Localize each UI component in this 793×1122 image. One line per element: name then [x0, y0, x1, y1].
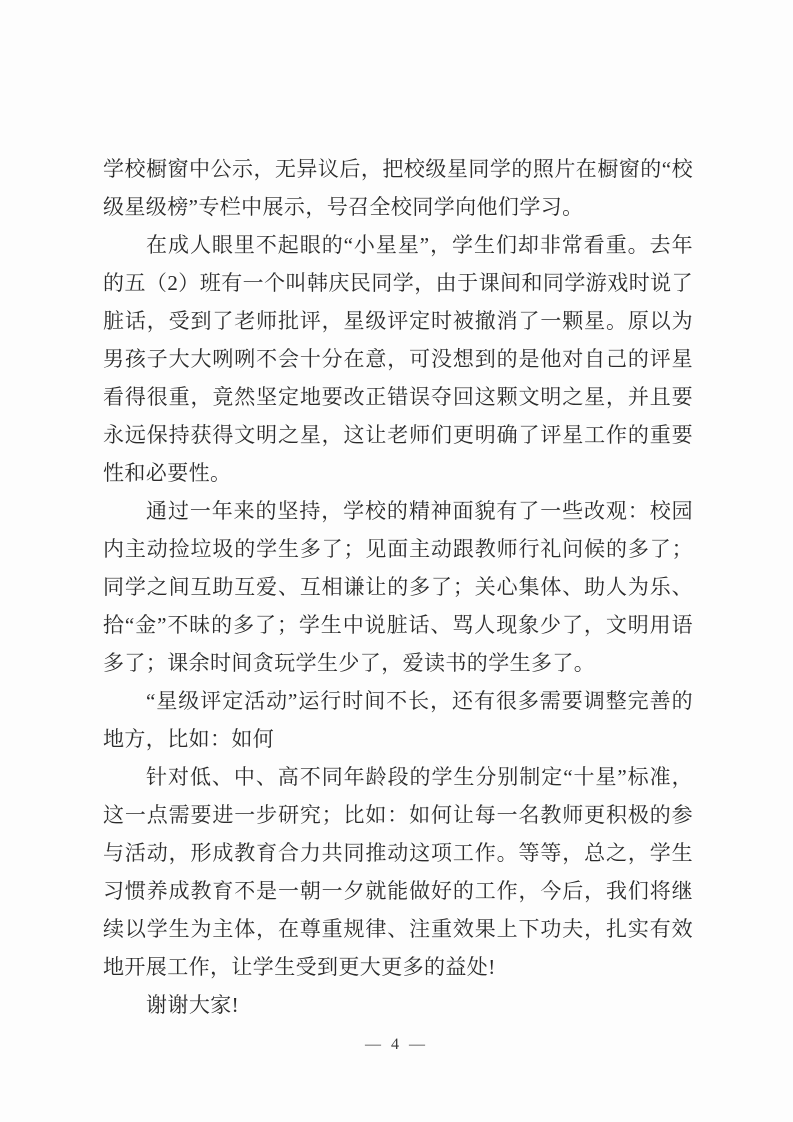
page-number-footer: — 4 —: [365, 1036, 428, 1053]
paragraph: “星级评定活动”运行时间不长，还有很多需要调整完善的地方，比如：如何: [103, 689, 693, 751]
paragraph: 学校橱窗中公示，无异议后，把校级星同学的照片在橱窗的“校级星级榜”专栏中展示，号召全校同学向他们学习。: [103, 157, 693, 219]
paragraph: 谢谢大家!: [146, 993, 240, 1017]
paragraph: 在成人眼里不起眼的“小星星”，学生们却非常看重。去年的五（2）班有一个叫韩庆民同学，由于课间和同学游戏时说了脏话，受到了老师批评，星级评定时被撤消了一颗星。原以为男孩子大大咧咧不会十分在意，可没想到的是他对自己的评星看得很重，竟然坚定地要改正错误夺回这颗文明之星，并且要永远保持获得文明之星，这让老师们更明确了评星工作的重要性和必要性。: [103, 233, 693, 485]
paragraph: 通过一年来的坚持，学校的精神面貌有了一些改观：校园内主动捡垃圾的学生多了；见面主动跟教师行礼问候的多了；同学之间互助互爱、互相谦让的多了；关心集体、助人为乐、拾“金”不昧的多了；学生中说脏话、骂人现象少了，文明用语多了；课余时间贪玩学生少了，爱读书的学生多了。: [103, 499, 693, 675]
body-text: [103, 150, 693, 1024]
paragraph: 针对低、中、高不同年龄段的学生分别制定“十星”标准，这一点需要进一步研究；比如：如何让每一名教师更积极的参与活动，形成教育合力共同推动这项工作。等等，总之，学生习惯养成教育不是一朝一夕就能做好的工作，今后，我们将继续以学生为主体，在尊重规律、注重效果上下功夫，扎实有效地开展工作，让学生受到更大更多的益处!: [103, 765, 693, 979]
